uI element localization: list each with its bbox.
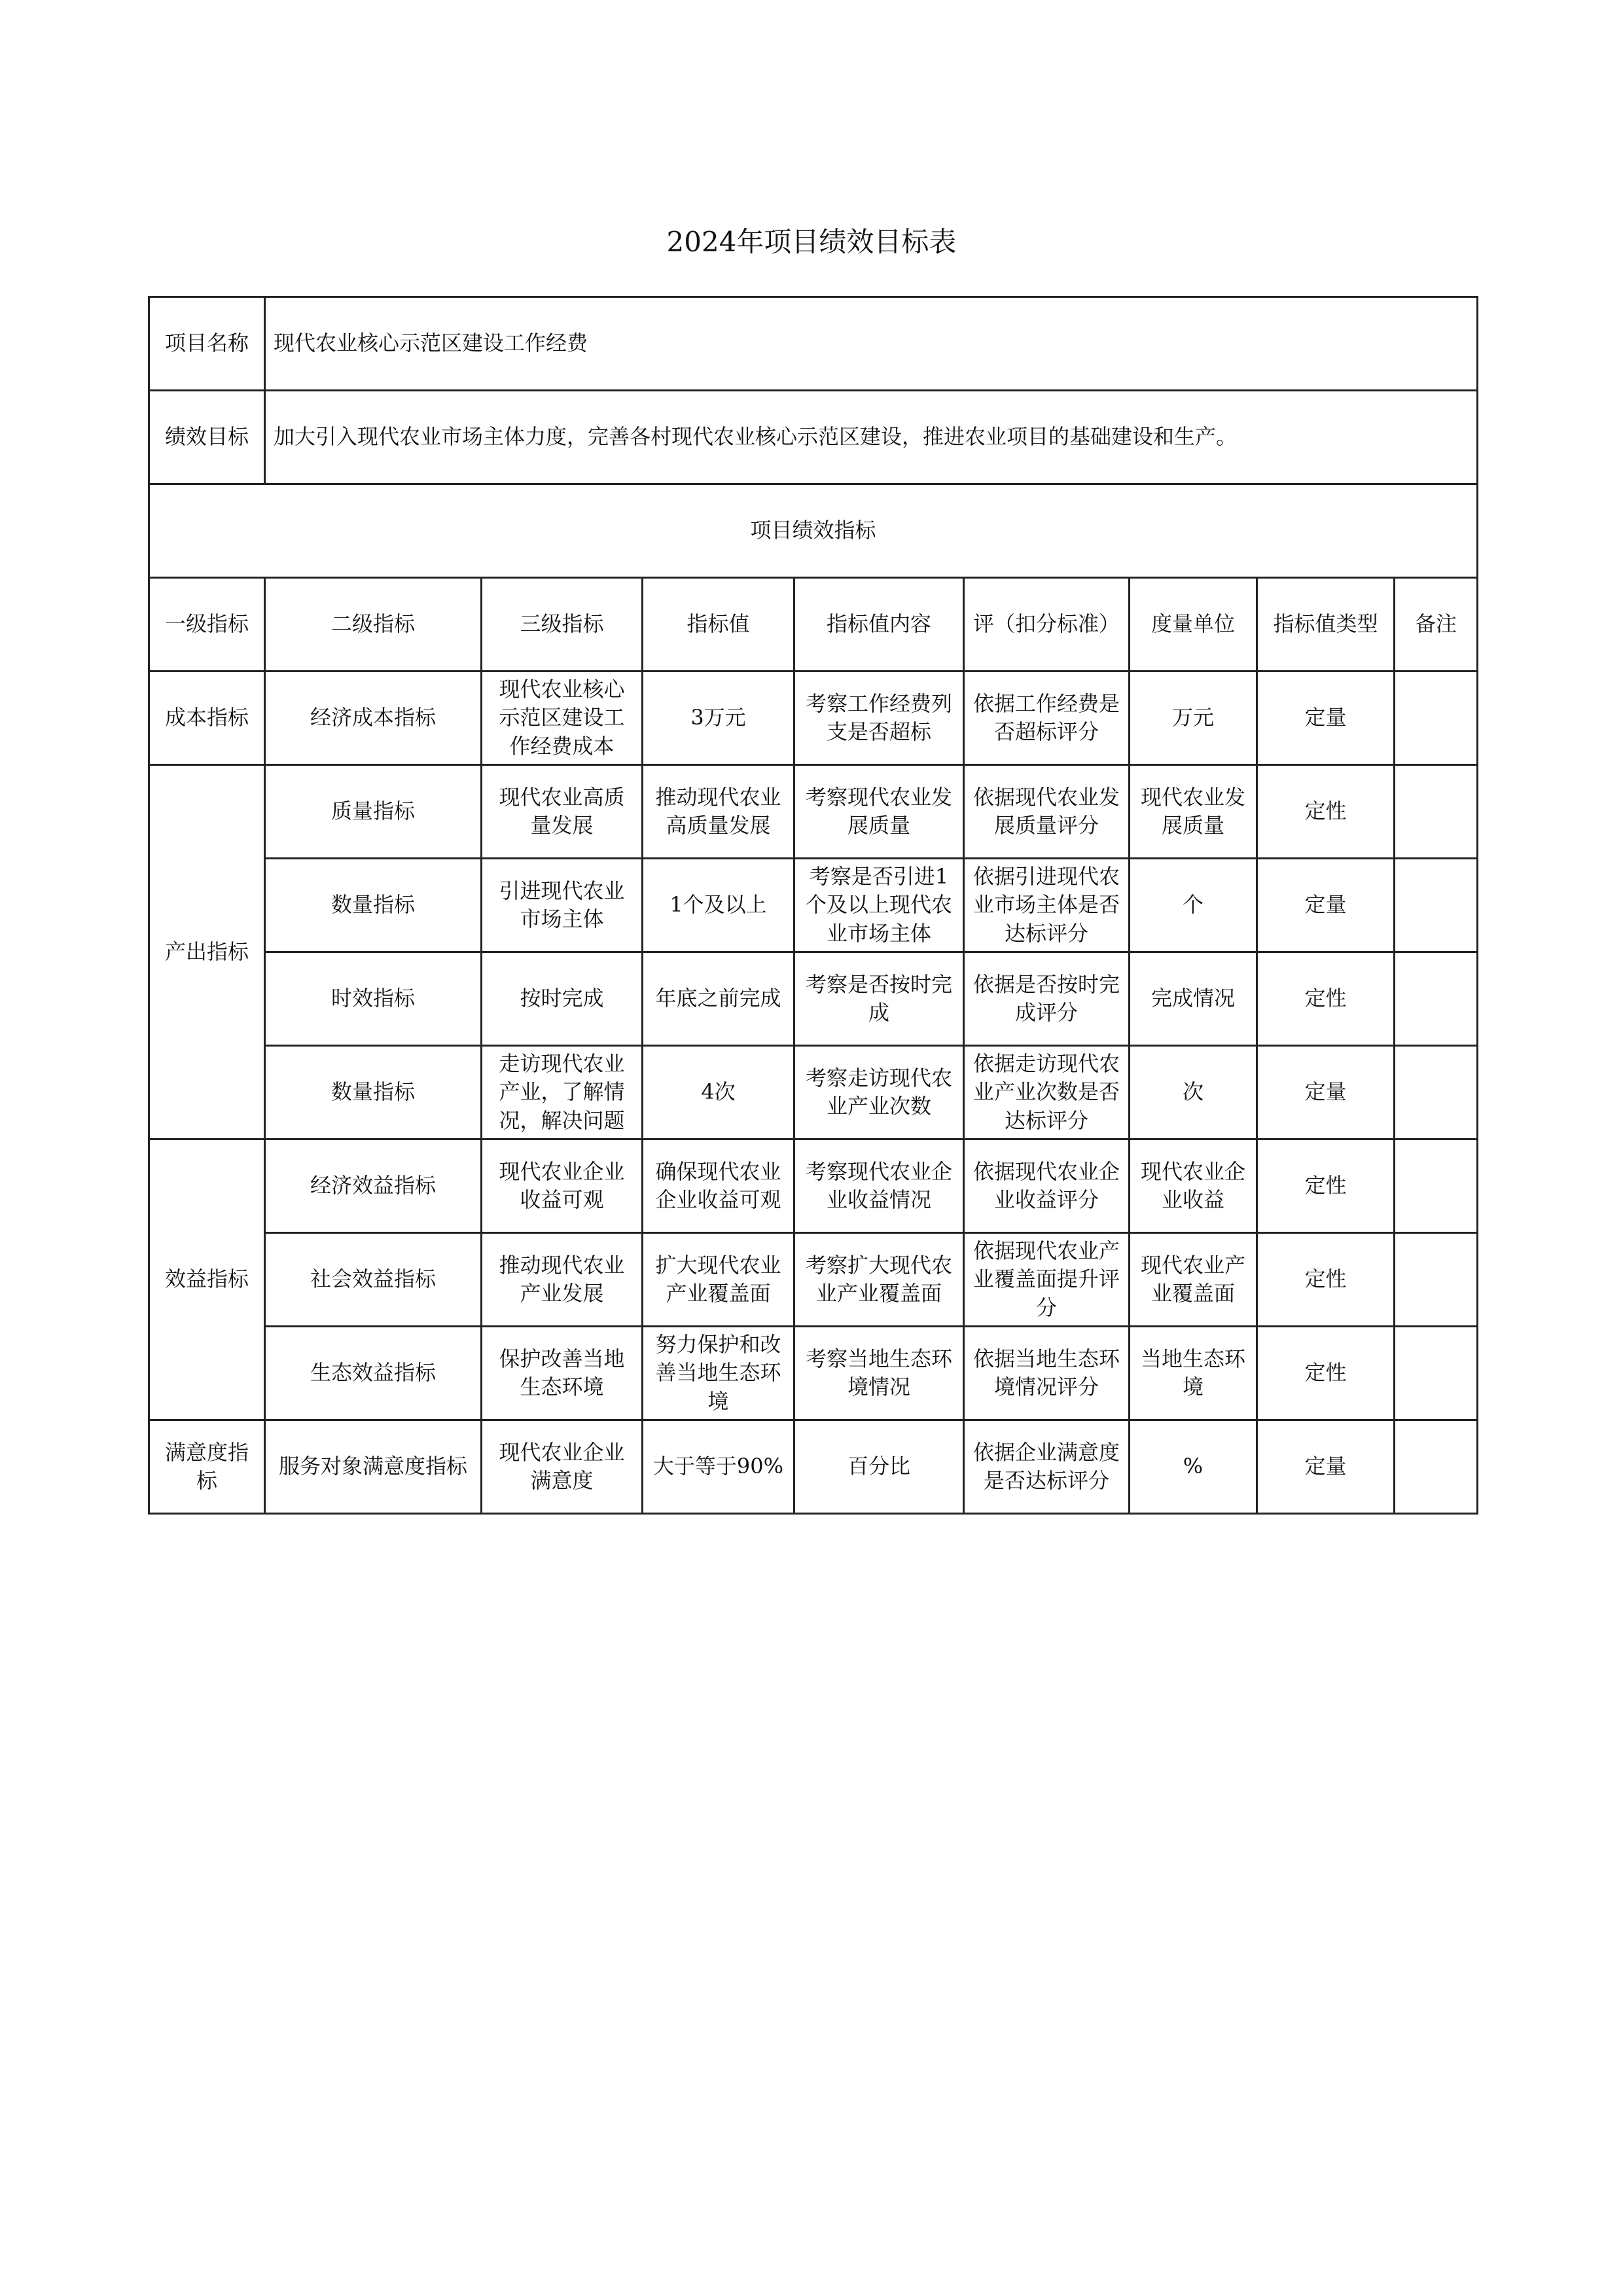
level2-cell: 服务对象满意度指标 [265,1420,482,1514]
value-cell: 1个及以上 [643,859,794,952]
group-cost: 成本指标 [149,672,265,765]
value-cell: 3万元 [643,672,794,765]
level3-cell: 现代农业高质 量发展 [482,765,643,859]
unit-cell: 个 [1130,859,1257,952]
indicators-heading-row [149,484,1478,578]
goal-label: 绩效目标 [149,391,265,484]
type-cell: 定性 [1257,1233,1395,1327]
scoring-cell: 依据是否按时完 成评分 [964,952,1130,1046]
table-row [149,1420,1478,1514]
scoring-cell: 依据工作经费是 否超标评分 [964,672,1130,765]
table-row [149,765,1478,859]
value-cell: 推动现代农业 高质量发展 [643,765,794,859]
level2-cell: 生态效益指标 [265,1327,482,1420]
type-cell: 定量 [1257,1046,1395,1139]
content-cell: 考察现代农业发 展质量 [794,765,964,859]
type-cell: 定性 [1257,765,1395,859]
level3-cell: 推动现代农业 产业发展 [482,1233,643,1327]
type-cell: 定量 [1257,859,1395,952]
note-cell [1395,1420,1478,1514]
project-name-row [149,297,1478,391]
scoring-cell: 依据引进现代农 业市场主体是否 达标评分 [964,859,1130,952]
project-name-label: 项目名称 [149,297,265,391]
column-header: 指标值 [643,578,794,672]
value-cell: 大于等于90% [643,1420,794,1514]
unit-cell: 现代农业发 展质量 [1130,765,1257,859]
level3-cell: 现代农业企业 满意度 [482,1420,643,1514]
type-cell: 定量 [1257,672,1395,765]
level3-cell: 引进现代农业 市场主体 [482,859,643,952]
table-row [149,1233,1478,1327]
note-cell [1395,1233,1478,1327]
type-cell: 定性 [1257,952,1395,1046]
indicators-heading: 项目绩效指标 [149,484,1478,578]
level2-cell: 质量指标 [265,765,482,859]
column-header: 二级指标 [265,578,482,672]
level3-cell: 按时完成 [482,952,643,1046]
note-cell [1395,952,1478,1046]
level2-cell: 时效指标 [265,952,482,1046]
level3-cell: 现代农业核心 示范区建设工 作经费成本 [482,672,643,765]
value-cell: 年底之前完成 [643,952,794,1046]
type-cell: 定性 [1257,1327,1395,1420]
content-cell: 考察工作经费列 支是否超标 [794,672,964,765]
column-header: 三级指标 [482,578,643,672]
scoring-cell: 依据当地生态环 境情况评分 [964,1327,1130,1420]
scoring-cell: 依据现代农业产 业覆盖面提升评 分 [964,1233,1130,1327]
goal-value: 加大引入现代农业市场主体力度，完善各村现代农业核心示范区建设，推进农业项目的基础建设和生产。 [265,391,1478,484]
unit-cell: 次 [1130,1046,1257,1139]
content-cell: 考察是否按时完 成 [794,952,964,1046]
table-row [149,1046,1478,1139]
level2-cell: 数量指标 [265,1046,482,1139]
unit-cell: 现代农业企 业收益 [1130,1139,1257,1233]
note-cell [1395,859,1478,952]
content-cell: 百分比 [794,1420,964,1514]
content-cell: 考察扩大现代农 业产业覆盖面 [794,1233,964,1327]
scoring-cell: 依据现代农业企 业收益评分 [964,1139,1130,1233]
content-cell: 考察走访现代农 业产业次数 [794,1046,964,1139]
note-cell [1395,1139,1478,1233]
unit-cell: 万元 [1130,672,1257,765]
unit-cell: 当地生态环 境 [1130,1327,1257,1420]
value-cell: 努力保护和改 善当地生态环 境 [643,1327,794,1420]
scoring-cell: 依据企业满意度 是否达标评分 [964,1420,1130,1514]
content-cell: 考察当地生态环 境情况 [794,1327,964,1420]
performance-table [148,296,1478,1515]
table-row [149,1327,1478,1420]
table-row [149,952,1478,1046]
level2-cell: 社会效益指标 [265,1233,482,1327]
level2-cell: 经济成本指标 [265,672,482,765]
page-title: 2024年项目绩效目标表 [666,226,957,258]
value-cell: 扩大现代农业 产业覆盖面 [643,1233,794,1327]
note-cell [1395,1327,1478,1420]
scoring-cell: 依据现代农业发 展质量评分 [964,765,1130,859]
level3-cell: 保护改善当地 生态环境 [482,1327,643,1420]
table-row [149,1139,1478,1233]
column-header: 评（扣分标准） [964,578,1130,672]
column-header: 一级指标 [149,578,265,672]
column-header: 指标值类型 [1257,578,1395,672]
level2-cell: 经济效益指标 [265,1139,482,1233]
table-row [149,859,1478,952]
note-cell [1395,1046,1478,1139]
value-cell: 确保现代农业 企业收益可观 [643,1139,794,1233]
group-output: 产出指标 [149,765,265,1139]
table-row [149,672,1478,765]
project-name-value: 现代农业核心示范区建设工作经费 [265,297,1478,391]
value-cell: 4次 [643,1046,794,1139]
note-cell [1395,765,1478,859]
content-cell: 考察是否引进1 个及以上现代农 业市场主体 [794,859,964,952]
column-header: 指标值内容 [794,578,964,672]
group-benefit: 效益指标 [149,1139,265,1420]
header-row [149,578,1478,672]
unit-cell: % [1130,1420,1257,1514]
column-header: 备注 [1395,578,1478,672]
group-satisfaction: 满意度指 标 [149,1420,265,1514]
level2-cell: 数量指标 [265,859,482,952]
level3-cell: 走访现代农业 产业，了解情 况，解决问题 [482,1046,643,1139]
type-cell: 定量 [1257,1420,1395,1514]
type-cell: 定性 [1257,1139,1395,1233]
column-header: 度量单位 [1130,578,1257,672]
scoring-cell: 依据走访现代农 业产业次数是否 达标评分 [964,1046,1130,1139]
content-cell: 考察现代农业企 业收益情况 [794,1139,964,1233]
note-cell [1395,672,1478,765]
unit-cell: 现代农业产 业覆盖面 [1130,1233,1257,1327]
level3-cell: 现代农业企业 收益可观 [482,1139,643,1233]
goal-row [149,391,1478,484]
unit-cell: 完成情况 [1130,952,1257,1046]
